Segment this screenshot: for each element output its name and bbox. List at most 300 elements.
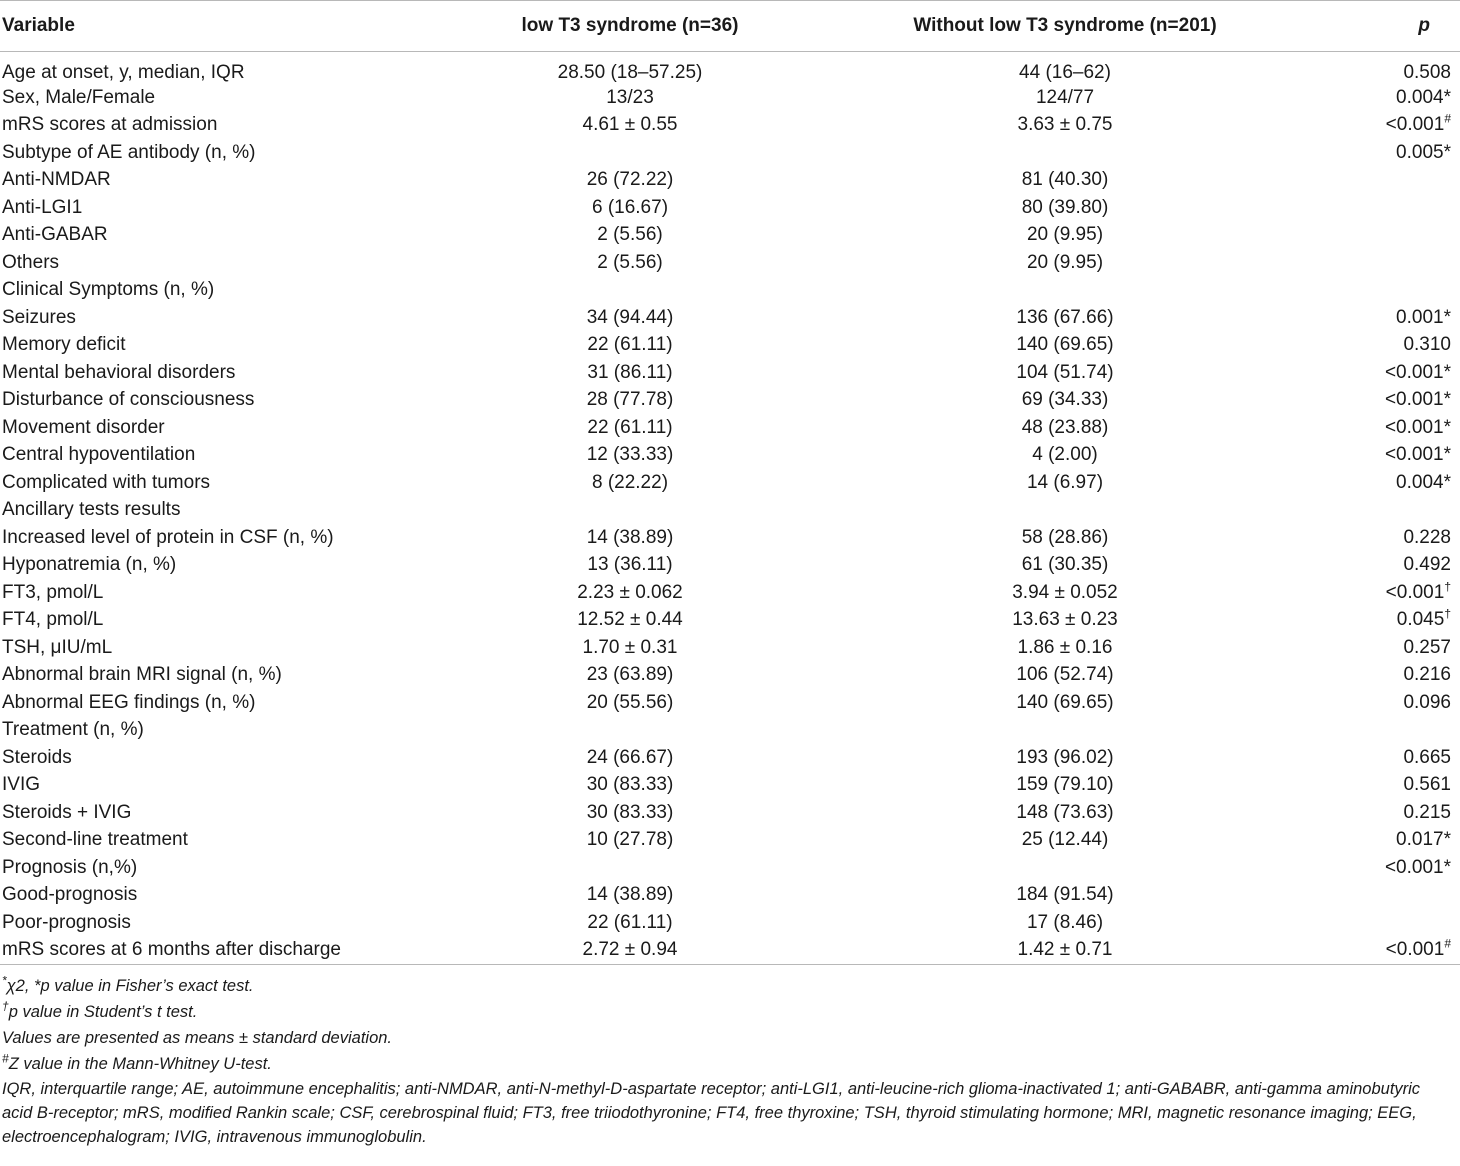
table-row [0, 139, 1460, 167]
cell-p-value [1300, 827, 1460, 855]
cell-low-t3-text: 34 (94.44) [586, 306, 674, 328]
cell-low-t3-text: 2.23 ± 0.062 [577, 581, 683, 603]
cell-variable-text: Poor-prognosis [2, 911, 131, 933]
cell-low-t3 [430, 304, 830, 332]
cell-p-value [1300, 332, 1460, 360]
cell-without-low-t3 [830, 387, 1300, 415]
cell-low-t3 [430, 387, 830, 415]
footnote-student-t [2, 999, 1460, 1025]
cell-variable [0, 634, 430, 662]
cell-variable [0, 387, 430, 415]
cell-without-low-t3-text: 140 (69.65) [1016, 691, 1114, 713]
cell-variable [0, 717, 430, 745]
footnote-text: χ2, *p value in Fisher’s exact test. [6, 976, 254, 995]
cell-low-t3-text: 2 (5.56) [597, 224, 663, 246]
cell-variable-text: Anti-GABAR [2, 224, 108, 246]
cell-low-t3-text: 4.61 ± 0.55 [582, 114, 678, 136]
cell-variable [0, 194, 430, 222]
cell-low-t3-text: 26 (72.22) [586, 169, 674, 191]
cell-without-low-t3-text: 104 (51.74) [1016, 361, 1114, 383]
cell-without-low-t3 [830, 52, 1300, 85]
footnote-text: Z value in the Mann-Whitney U-test. [8, 1054, 272, 1073]
cell-variable-text: Abnormal EEG findings (n, %) [2, 691, 256, 713]
table-row [0, 552, 1460, 580]
cell-variable-text: Sex, Male/Female [2, 86, 156, 108]
cell-without-low-t3-text: 1.42 ± 0.71 [1017, 939, 1113, 960]
cell-p-value-text: 0.004* [1396, 86, 1451, 108]
cell-p-value [1300, 937, 1460, 965]
cell-without-low-t3 [830, 139, 1300, 167]
cell-low-t3-text: 28.50 (18–57.25) [557, 62, 703, 83]
cell-p-value [1300, 854, 1460, 882]
cell-variable-text: Ancillary tests results [2, 499, 181, 521]
cell-without-low-t3 [830, 579, 1300, 607]
cell-variable-text: Others [2, 251, 60, 273]
cell-low-t3-text: 30 (83.33) [586, 801, 674, 823]
table-row [0, 607, 1460, 635]
table-row [0, 854, 1460, 882]
cell-p-value [1300, 112, 1460, 140]
cell-without-low-t3 [830, 304, 1300, 332]
cell-without-low-t3 [830, 799, 1300, 827]
cell-p-value [1300, 52, 1460, 85]
cell-variable [0, 882, 430, 910]
cell-without-low-t3-text: 106 (52.74) [1016, 664, 1114, 686]
cell-p-value [1300, 497, 1460, 525]
cell-variable [0, 222, 430, 250]
cell-without-low-t3 [830, 717, 1300, 745]
header-variable: Variable [0, 1, 430, 52]
cell-low-t3-text: 24 (66.67) [586, 746, 674, 768]
table-row [0, 167, 1460, 195]
cell-p-value-text: 0.017* [1396, 829, 1451, 851]
cell-p-value [1300, 167, 1460, 195]
cell-variable-text: Disturbance of consciousness [2, 389, 255, 411]
cell-without-low-t3-text: 81 (40.30) [1021, 169, 1109, 191]
cell-variable [0, 139, 430, 167]
cell-p-value [1300, 552, 1460, 580]
table-row [0, 304, 1460, 332]
cell-p-value [1300, 882, 1460, 910]
cell-variable [0, 277, 430, 305]
cell-p-value [1300, 84, 1460, 112]
cell-variable [0, 332, 430, 360]
cell-without-low-t3 [830, 662, 1300, 690]
cell-p-value [1300, 524, 1460, 552]
cell-without-low-t3-text: 3.63 ± 0.75 [1017, 114, 1113, 136]
cell-low-t3 [430, 277, 830, 305]
cell-variable [0, 937, 430, 965]
header-row [0, 1, 1460, 52]
footnote-mark: * [2, 973, 7, 987]
cell-p-value-text: 0.045 [1396, 609, 1445, 631]
cell-p-value-text: <0.001* [1384, 444, 1451, 466]
table-body [0, 52, 1460, 965]
cell-variable [0, 414, 430, 442]
cell-without-low-t3 [830, 607, 1300, 635]
cell-without-low-t3-text: 20 (9.95) [1026, 251, 1104, 273]
cell-p-value-text: 0.004* [1396, 471, 1451, 493]
cell-p-value [1300, 579, 1460, 607]
cell-variable-text: Central hypoventilation [2, 444, 196, 466]
cell-variable [0, 799, 430, 827]
cell-low-t3-text: 2.72 ± 0.94 [582, 939, 678, 960]
cell-low-t3 [430, 249, 830, 277]
cell-without-low-t3 [830, 469, 1300, 497]
cell-without-low-t3-text: 61 (30.35) [1021, 554, 1109, 576]
cell-without-low-t3-text: 124/77 [1035, 86, 1095, 108]
cell-variable [0, 524, 430, 552]
cell-p-value [1300, 469, 1460, 497]
cell-variable-text: Seizures [2, 306, 76, 328]
cell-low-t3 [430, 909, 830, 937]
cell-variable [0, 744, 430, 772]
cell-variable [0, 442, 430, 470]
cell-low-t3-text: 12 (33.33) [586, 444, 674, 466]
cell-low-t3-text: 14 (38.89) [586, 884, 674, 906]
table-row [0, 634, 1460, 662]
cell-low-t3 [430, 607, 830, 635]
cell-low-t3 [430, 717, 830, 745]
cell-low-t3 [430, 52, 830, 85]
cell-variable [0, 304, 430, 332]
cell-low-t3 [430, 552, 830, 580]
cell-low-t3-text: 8 (22.22) [591, 471, 669, 493]
cell-variable-text: FT4, pmol/L [2, 609, 104, 631]
cell-without-low-t3 [830, 689, 1300, 717]
cell-without-low-t3 [830, 854, 1300, 882]
cell-low-t3-text: 13/23 [606, 86, 654, 108]
cell-without-low-t3-text: 159 (79.10) [1016, 774, 1114, 796]
cell-low-t3 [430, 194, 830, 222]
cell-p-value-text: 0.492 [1403, 554, 1451, 576]
cell-without-low-t3-text: 48 (23.88) [1021, 416, 1109, 438]
cell-without-low-t3-text: 148 (73.63) [1016, 801, 1114, 823]
cell-without-low-t3 [830, 909, 1300, 937]
p-value-mark: † [1444, 606, 1451, 621]
cell-p-value-text: <0.001 [1385, 114, 1445, 136]
footnote-mark: # [2, 1051, 9, 1065]
table-row [0, 222, 1460, 250]
cell-without-low-t3-text: 58 (28.86) [1021, 526, 1109, 548]
cell-variable-text: Steroids + IVIG [2, 801, 132, 823]
cell-without-low-t3 [830, 882, 1300, 910]
cell-variable-text: Subtype of AE antibody (n, %) [2, 141, 256, 163]
cell-variable-text: Anti-LGI1 [2, 196, 83, 218]
cell-without-low-t3 [830, 827, 1300, 855]
cell-variable-text: Memory deficit [2, 334, 126, 356]
cell-low-t3 [430, 882, 830, 910]
table-row [0, 359, 1460, 387]
cell-without-low-t3 [830, 112, 1300, 140]
table-row [0, 689, 1460, 717]
cell-variable [0, 662, 430, 690]
table-row [0, 277, 1460, 305]
cell-low-t3-text: 13 (36.11) [587, 554, 673, 576]
cell-variable [0, 359, 430, 387]
cell-variable-text: mRS scores at 6 months after discharge [2, 939, 341, 960]
cell-low-t3 [430, 634, 830, 662]
table-row [0, 772, 1460, 800]
cell-p-value-text: <0.001 [1385, 939, 1445, 960]
footnote-text: Values are presented as means ± standard deviation. [2, 1028, 393, 1047]
cell-variable [0, 84, 430, 112]
cell-low-t3-text: 12.52 ± 0.44 [577, 609, 683, 631]
cell-without-low-t3-text: 136 (67.66) [1016, 306, 1114, 328]
cell-without-low-t3-text: 1.86 ± 0.16 [1017, 636, 1113, 658]
cell-variable-text: Increased level of protein in CSF (n, %) [2, 526, 334, 548]
cell-without-low-t3-text: 80 (39.80) [1021, 196, 1109, 218]
cell-variable [0, 579, 430, 607]
cell-variable-text: Steroids [2, 746, 72, 768]
cell-p-value [1300, 689, 1460, 717]
cell-variable [0, 497, 430, 525]
cell-variable [0, 827, 430, 855]
cell-p-value-text: <0.001 [1385, 581, 1445, 603]
cell-without-low-t3 [830, 194, 1300, 222]
cell-low-t3 [430, 414, 830, 442]
table-row [0, 194, 1460, 222]
cell-p-value [1300, 249, 1460, 277]
cell-low-t3-text: 6 (16.67) [591, 196, 669, 218]
cell-without-low-t3 [830, 552, 1300, 580]
cell-low-t3-text: 23 (63.89) [586, 664, 674, 686]
cell-low-t3 [430, 139, 830, 167]
cell-variable-text: Good-prognosis [2, 884, 138, 906]
cell-p-value-text: <0.001* [1384, 856, 1451, 878]
header-p-value: p [1300, 1, 1460, 52]
cell-low-t3 [430, 469, 830, 497]
cell-without-low-t3 [830, 442, 1300, 470]
cell-p-value-text: 0.096 [1403, 691, 1451, 713]
cell-variable [0, 607, 430, 635]
cell-p-value-text: 0.561 [1403, 774, 1451, 796]
cell-p-value [1300, 442, 1460, 470]
cell-p-value [1300, 359, 1460, 387]
cell-without-low-t3-text: 193 (96.02) [1016, 746, 1114, 768]
cell-variable-text: Anti-NMDAR [2, 169, 111, 191]
cell-low-t3 [430, 772, 830, 800]
header-low-t3: low T3 syndrome (n=36) [430, 1, 830, 52]
cell-p-value [1300, 387, 1460, 415]
cell-variable [0, 249, 430, 277]
table-row [0, 827, 1460, 855]
table-row [0, 799, 1460, 827]
cell-without-low-t3 [830, 414, 1300, 442]
cell-p-value-text: 0.215 [1403, 801, 1451, 823]
footnote-mann-whitney [2, 1051, 1460, 1077]
cell-low-t3-text: 31 (86.11) [587, 361, 673, 383]
footnote-mark: † [2, 999, 9, 1013]
cell-without-low-t3 [830, 524, 1300, 552]
cell-variable [0, 854, 430, 882]
cell-without-low-t3-text: 140 (69.65) [1016, 334, 1114, 356]
table-row [0, 442, 1460, 470]
cell-low-t3 [430, 524, 830, 552]
cell-variable [0, 772, 430, 800]
cell-without-low-t3 [830, 634, 1300, 662]
p-value-mark: # [1444, 936, 1451, 951]
table-row [0, 497, 1460, 525]
cell-p-value [1300, 139, 1460, 167]
cell-p-value-text: 0.001* [1396, 306, 1451, 328]
table-row [0, 332, 1460, 360]
table-row [0, 414, 1460, 442]
cell-without-low-t3-text: 44 (16–62) [1019, 62, 1111, 83]
table-footnotes [0, 965, 1460, 1149]
cell-low-t3-text: 2 (5.56) [597, 251, 663, 273]
cell-without-low-t3-text: 17 (8.46) [1026, 911, 1104, 933]
cell-p-value-text: 0.257 [1403, 636, 1451, 658]
cell-without-low-t3 [830, 497, 1300, 525]
table-row [0, 84, 1460, 112]
cell-p-value-text: <0.001* [1384, 389, 1451, 411]
cell-variable [0, 52, 430, 85]
cell-variable-text: Age at onset, y, median, IQR [2, 62, 245, 83]
cell-variable-text: Clinical Symptoms (n, %) [2, 279, 215, 301]
table-row [0, 579, 1460, 607]
cell-p-value [1300, 772, 1460, 800]
cell-variable [0, 552, 430, 580]
cell-variable-text: FT3, pmol/L [2, 581, 104, 603]
cell-low-t3 [430, 799, 830, 827]
cell-without-low-t3-text: 20 (9.95) [1026, 224, 1104, 246]
cell-without-low-t3 [830, 84, 1300, 112]
footnote-chi-square [2, 973, 1460, 999]
cell-p-value-text: 0.216 [1403, 664, 1451, 686]
cell-variable [0, 909, 430, 937]
cell-variable [0, 689, 430, 717]
cell-without-low-t3 [830, 359, 1300, 387]
cell-low-t3-text: 22 (61.11) [587, 911, 673, 933]
cell-low-t3-text: 22 (61.11) [587, 334, 673, 356]
cell-variable [0, 469, 430, 497]
table-row [0, 469, 1460, 497]
cell-without-low-t3 [830, 277, 1300, 305]
table-header [0, 1, 1460, 52]
cell-p-value-text: <0.001* [1384, 416, 1451, 438]
cell-variable-text: TSH, μIU/mL [2, 636, 113, 658]
cell-without-low-t3-text: 14 (6.97) [1026, 471, 1104, 493]
cell-p-value [1300, 662, 1460, 690]
cell-variable-text: IVIG [2, 774, 41, 796]
cell-p-value [1300, 909, 1460, 937]
cell-low-t3-text: 20 (55.56) [586, 691, 674, 713]
cell-without-low-t3 [830, 222, 1300, 250]
cell-p-value [1300, 744, 1460, 772]
cell-low-t3 [430, 662, 830, 690]
footnote-text: p value in Student’s t test. [8, 1002, 198, 1021]
cell-without-low-t3-text: 4 (2.00) [1032, 444, 1098, 466]
cell-variable-text: Second-line treatment [2, 829, 188, 851]
cell-p-value [1300, 634, 1460, 662]
cell-without-low-t3-text: 25 (12.44) [1021, 829, 1109, 851]
footnote-values [2, 1025, 1460, 1051]
footnote-abbreviations: IQR, interquartile range; AE, autoimmune encephalitis; anti-NMDAR, anti-N-methyl-D-aspartate receptor; anti-LGI1, anti-leucine-rich glioma-inactivated 1; anti-GABABR, anti-gamma aminobutyric acid B-receptor; mRS, modified Rankin scale; CSF, cerebrospinal fluid; FT3, free triiodothyronine; FT4, free thyroxine; TSH, thyroid stimulating hormone; MRI, magnetic resonance imaging; EEG, electroencephalogram; IVIG, intravenous immunoglobulin. [2, 1079, 1421, 1146]
cell-variable [0, 112, 430, 140]
cell-without-low-t3-text: 13.63 ± 0.23 [1012, 609, 1118, 631]
cell-p-value-text: 0.310 [1403, 334, 1451, 356]
cell-without-low-t3 [830, 772, 1300, 800]
table-row [0, 387, 1460, 415]
table-row [0, 662, 1460, 690]
cell-variable-text: Hyponatremia (n, %) [2, 554, 177, 576]
cell-without-low-t3 [830, 249, 1300, 277]
cell-p-value-text: 0.005* [1396, 141, 1451, 163]
p-value-mark: † [1444, 579, 1451, 594]
table-row [0, 744, 1460, 772]
table-row [0, 52, 1460, 85]
cell-p-value [1300, 222, 1460, 250]
cell-p-value [1300, 304, 1460, 332]
cell-without-low-t3 [830, 167, 1300, 195]
cell-p-value-text: 0.228 [1403, 526, 1451, 548]
cell-p-value-text: 0.508 [1403, 62, 1451, 83]
cell-low-t3 [430, 744, 830, 772]
table-row [0, 524, 1460, 552]
cell-variable-text: mRS scores at admission [2, 114, 218, 136]
table-row [0, 909, 1460, 937]
cell-variable-text: Complicated with tumors [2, 471, 211, 493]
header-without-low-t3: Without low T3 syndrome (n=201) [830, 1, 1300, 52]
table-row [0, 249, 1460, 277]
cell-low-t3-text: 30 (83.33) [586, 774, 674, 796]
cell-variable-text: Prognosis (n,%) [2, 856, 138, 878]
cell-low-t3-text: 28 (77.78) [586, 389, 674, 411]
cell-low-t3-text: 22 (61.11) [587, 416, 673, 438]
cell-variable-text: Movement disorder [2, 416, 165, 438]
cell-p-value [1300, 799, 1460, 827]
cell-without-low-t3 [830, 937, 1300, 965]
cell-low-t3 [430, 167, 830, 195]
cell-low-t3 [430, 359, 830, 387]
cell-low-t3 [430, 497, 830, 525]
cell-variable-text: Abnormal brain MRI signal (n, %) [2, 664, 282, 686]
cell-low-t3 [430, 442, 830, 470]
p-value-mark: # [1444, 111, 1451, 126]
table-row [0, 937, 1460, 965]
cell-low-t3 [430, 854, 830, 882]
cell-variable [0, 167, 430, 195]
cell-p-value-text: 0.665 [1403, 746, 1451, 768]
table-row [0, 882, 1460, 910]
cell-low-t3 [430, 689, 830, 717]
cell-without-low-t3 [830, 332, 1300, 360]
cell-p-value [1300, 717, 1460, 745]
table-row [0, 717, 1460, 745]
table-row [0, 112, 1460, 140]
cell-p-value [1300, 414, 1460, 442]
cell-low-t3 [430, 827, 830, 855]
cell-p-value-text: <0.001* [1384, 361, 1451, 383]
cell-low-t3-text: 1.70 ± 0.31 [582, 636, 678, 658]
cell-low-t3 [430, 579, 830, 607]
cell-p-value [1300, 194, 1460, 222]
cell-low-t3 [430, 937, 830, 965]
cell-low-t3 [430, 222, 830, 250]
cell-low-t3 [430, 84, 830, 112]
cell-without-low-t3-text: 69 (34.33) [1021, 389, 1109, 411]
cell-variable-text: Treatment (n, %) [2, 719, 144, 741]
cell-p-value [1300, 607, 1460, 635]
cell-without-low-t3-text: 3.94 ± 0.052 [1012, 581, 1118, 603]
cell-low-t3 [430, 332, 830, 360]
cell-low-t3 [430, 112, 830, 140]
cell-variable-text: Mental behavioral disorders [2, 361, 236, 383]
cell-low-t3-text: 14 (38.89) [586, 526, 674, 548]
cell-low-t3-text: 10 (27.78) [586, 829, 674, 851]
cell-without-low-t3-text: 184 (91.54) [1016, 884, 1114, 906]
